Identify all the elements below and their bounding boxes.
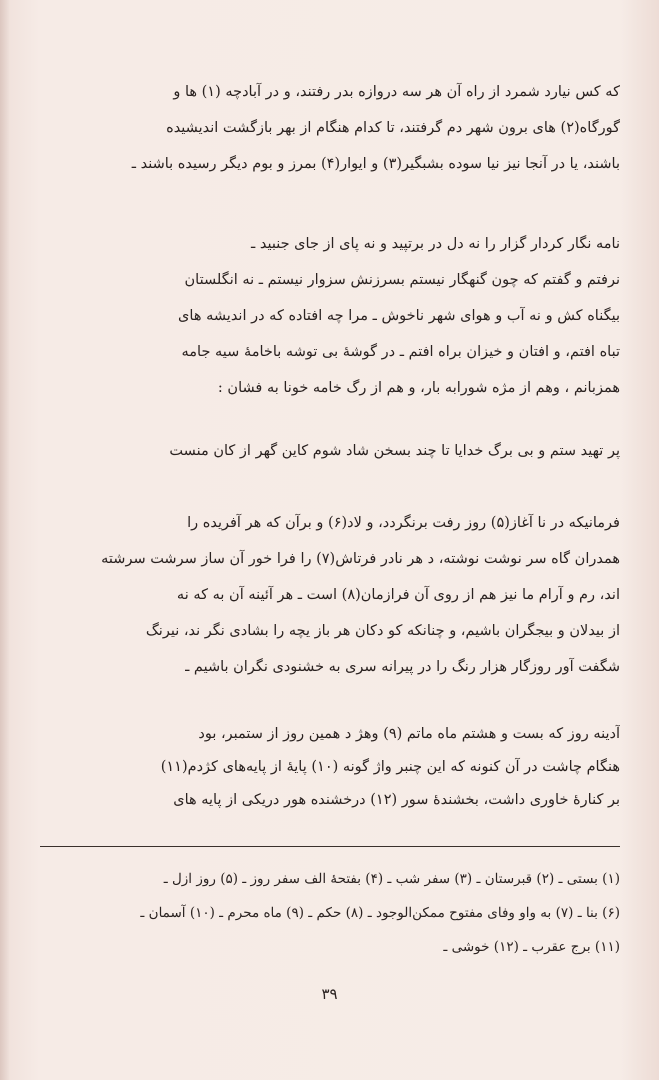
text-line: باشند، یا در آنجا نیز نیا سوده بشبگیر(۳) و ایوار(۴) بمرز و بوم دیگر رسیده باشند ـ xyxy=(131,156,620,172)
text-line: بیگناه کش و نه آب و هوای شهر ناخوش ـ مرا چه افتاده که در اندیشه های xyxy=(178,308,620,324)
text-line: نرفتم و گفتم که چون گنهگار نیستم بسرزنش سزوار نیستم ـ نه انگلستان xyxy=(184,272,620,288)
paragraph-3 xyxy=(40,505,620,685)
footnotes xyxy=(40,862,620,964)
text-line: گورگاه(۲) های برون شهر دم گرفتند، تا کدام هنگام از بهر بازگشت اندیشیده xyxy=(166,120,620,136)
paragraph-1 xyxy=(40,74,620,182)
text-line: آدینه روز که بست و هشتم ماه ماتم (۹) وهژ د همین روز از ستمبر، بود xyxy=(198,726,620,742)
paragraph-4 xyxy=(40,718,620,817)
footnote-line: (۱۱) برج عقرب ـ (۱۲) خوشی ـ xyxy=(443,939,620,955)
text-line: فرمانیکه در نا آغاز(۵) روز رفت برنگردد، و لاد(۶) و برآن که هر آفریده را xyxy=(187,515,620,531)
paragraph-2 xyxy=(40,226,620,406)
text-line: که کس نیارد شمرد از راه آن هر سه دروازه بدر رفتند، و در آبادچه (۱) ها و xyxy=(173,84,620,100)
verse-line: پر تهید ستم و بی برگ خدایا تا چند بسخن شاد شوم کاین گهر از کان منست xyxy=(169,443,620,459)
text-line: همدران گاه سر نوشت نوشته، د هر نادر فرتاش(۷) را فرا خور آن ساز سرشت سرشته xyxy=(101,551,620,567)
footnote-line: (۶) بنا ـ (۷) به واو وفای مفتوح ممکن‌الوجود ـ (۸) حکم ـ (۹) ماه محرم ـ (۱۰) آسمان ـ xyxy=(140,905,620,921)
text-line: از بیدلان و بیجگران باشیم، و چنانکه کو دکان هر باز یچه را بشادی نگر ند، نیرنگ xyxy=(145,623,620,639)
text-line: تباه افتم، و افتان و خیزان براه افتم ـ در گوشهٔ بی توشه باخامهٔ سیه جامه xyxy=(181,344,620,360)
text-line: اند، رم و آرام ما نیز هم از روی آن فرازمان(۸) است ـ هر آئینه آن به که نه xyxy=(176,587,620,603)
page-number: ۳۹ xyxy=(321,985,338,1003)
footnote-divider xyxy=(40,846,620,847)
text-line: همزبانم ، وهم از مژه شورابه بار، و هم از رگ خامه خونا به فشان : xyxy=(217,380,620,396)
footnote-line: (۱) بستی ـ (۲) قبرستان ـ (۳) سفر شب ـ (۴) بفتحهٔ الف سفر روز ـ (۵) روز ازل ـ xyxy=(163,871,620,887)
text-line: نامه نگار کردار گزار را نه دل در برتپید و نه پای از جای جنبید ـ xyxy=(251,236,620,252)
verse-block xyxy=(40,433,620,469)
text-line: بر کنارهٔ خاوری داشت، بخشندهٔ سور (۱۲) درخشنده هور دریکی از پایه های xyxy=(173,792,620,808)
text-line: شگفت آور روزگار هزار رنگ را در پیرانه سری به خشنودی نگران باشیم ـ xyxy=(185,659,620,675)
text-line: هنگام چاشت در آن کنونه که این چنبر واژ گونه (۱۰) پایهٔ از پایه‌های کژدم(۱۱) xyxy=(160,759,620,775)
